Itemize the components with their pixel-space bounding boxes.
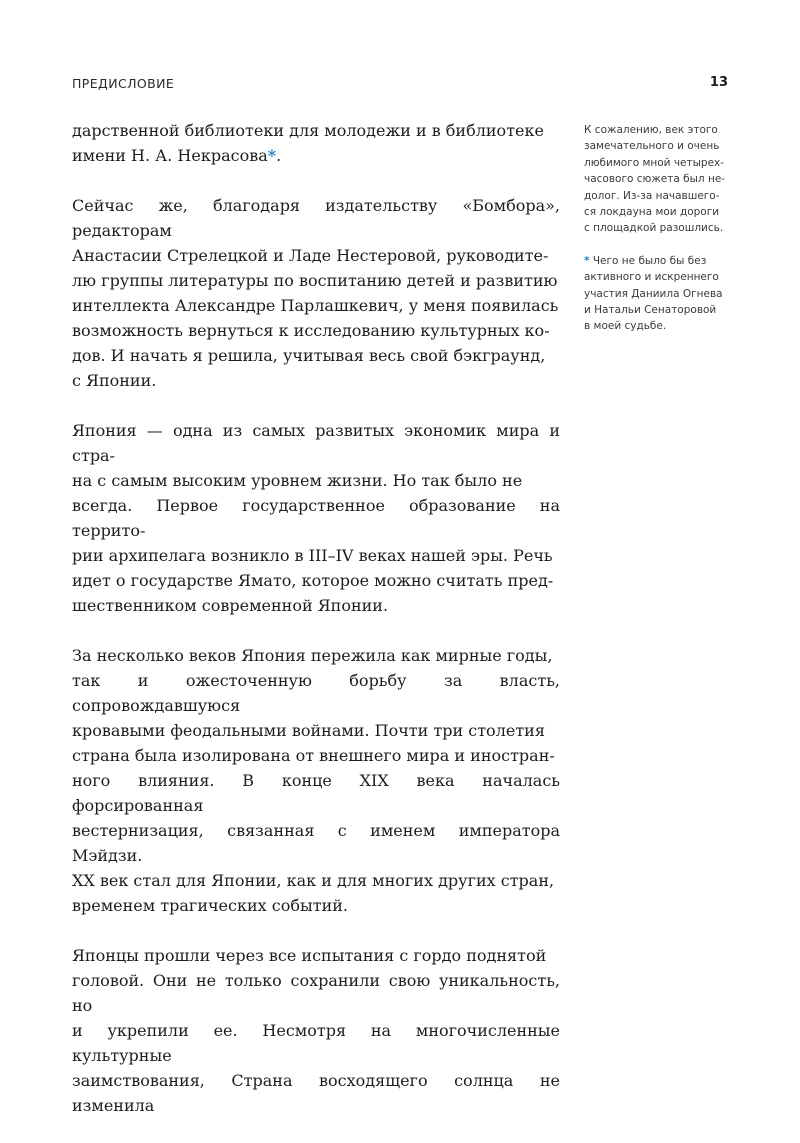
paragraph-1: дарственной библиотеки для молодежи и в библиотеке имени Н. А. Некрасова*. xyxy=(72,121,544,165)
sidenote-1: К сожалению, век этого замечательного и очень любимого мной четырех- часового сюжета был не- долог. Из-за начавшего- ся локдауна мои дороги с площадкой разошлись. xyxy=(584,124,726,235)
margin-notes xyxy=(584,122,734,351)
running-head: ПРЕДИСЛОВИЕ xyxy=(72,76,175,91)
footnote-marker: * xyxy=(267,146,277,165)
paragraph-2: Сейчас же, благодаря издательству «Бомбора», редакторам Анастасии Стрелецкой и Ладе Нестеровой, руководите- лю группы литературы по воспитанию детей и развитию интеллекта Александре Парлашкевич, у меня появилась возможность вернуться к исследованию культурных ко- дов. И начать я решила, учитывая весь свой бэкграунд, с Японии. xyxy=(72,196,560,390)
paragraph-3: Япония — одна из самых развитых экономик мира и стра- на с самым высоким уровнем жизни. Но так было не всегда. Первое государственное образование на террито- рии архипелага возникло в III–IV веках нашей эры. Речь идет о государстве Ямато, которое можно считать пред- шественником современной Японии. xyxy=(72,421,560,615)
page-number: 13 xyxy=(709,75,728,90)
paragraph-5: Японцы прошли через все испытания с гордо поднятой головой. Они не только сохранили свою уникальность, но и укрепили ее. Несмотря на многочисленные культурные заимствования, Страна восходящего солнца не изменила xyxy=(72,946,560,1115)
sidenote-2: * Чего не было бы без активного и искреннего участия Даниила Огнева и Натальи Сенаторовой в моей судьбе. xyxy=(584,254,723,333)
paragraph-4: За несколько веков Япония пережила как мирные годы, так и ожесточенную борьбу за власть, сопровождавшуюся кровавыми феодальными войнами. Почти три столетия страна была изолирована от внешнего мира и иностран- ного влияния. В конце XIX века началась форсированная вестернизация, связанная с именем императора Мэйдзи. XX век стал для Японии, как и для многих других стран, временем трагических событий. xyxy=(72,646,560,915)
main-text-column xyxy=(72,118,560,1143)
sidenote-marker: * xyxy=(584,254,590,267)
